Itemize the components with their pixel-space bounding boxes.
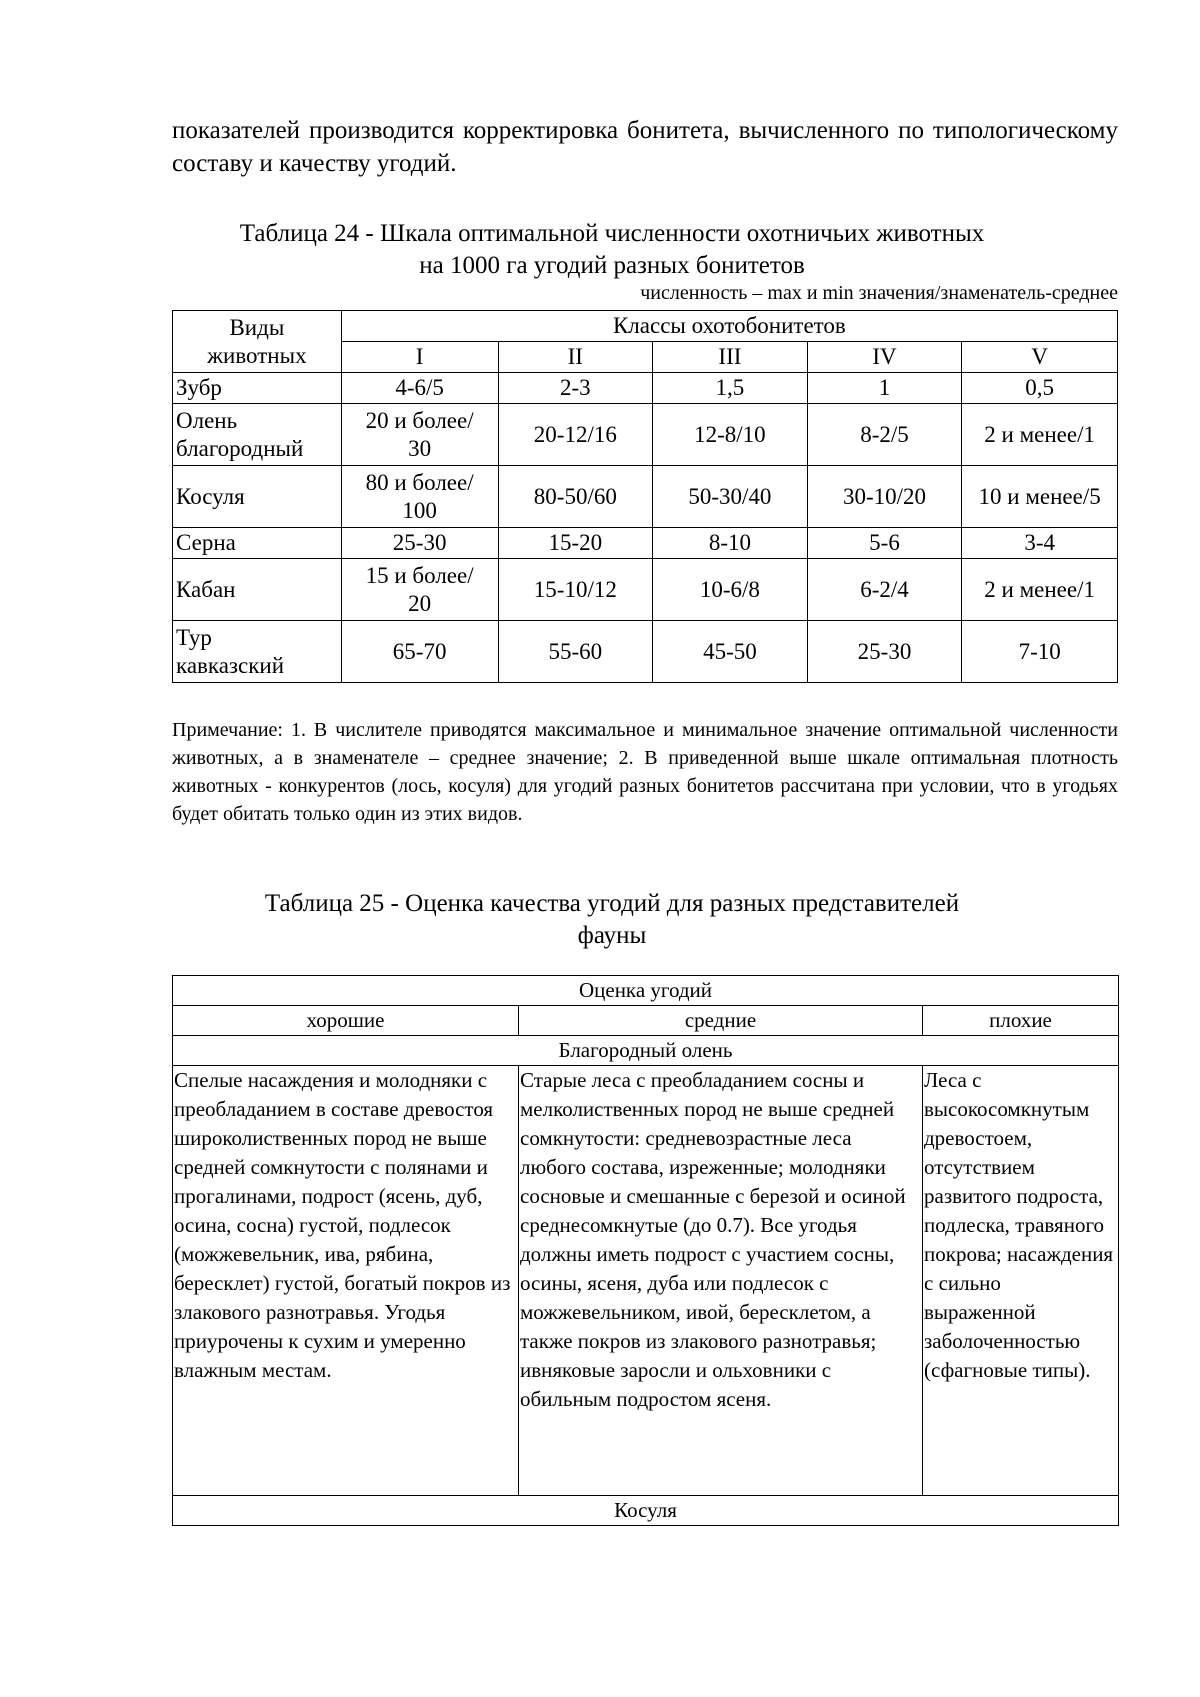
header-classes: Классы охотобонитетов bbox=[341, 311, 1117, 342]
habitat-medium-cell: Старые леса с преобладанием сосны и мелколиственных пород не выше средней сомкнутости: средневозрастные леса любого состава, изреженные; молодняки сосновые и смешанные с березой и осиной среднесомкнутые (до 0.7). Все угодья должны иметь подрост с участием сосны, осины, ясеня, дуба или подлесок с можжевельником, ивой, бересклетом, а также покров из злакового разнотравья; ивняковые заросли и ольховники с обильным подростом ясеня. bbox=[519, 1066, 923, 1496]
section-roe-deer: Косуля bbox=[173, 1496, 1119, 1526]
table25 bbox=[172, 975, 1119, 1526]
value-cell: 12-8/10 bbox=[653, 404, 808, 466]
value-cell: 1 bbox=[807, 373, 962, 404]
value-cell: 20-12/16 bbox=[498, 404, 653, 466]
header-assessment: Оценка угодий bbox=[173, 976, 1119, 1006]
header-class-1: I bbox=[341, 342, 498, 373]
table25-title-line2: фауны bbox=[577, 922, 647, 949]
value-cell: 45-50 bbox=[653, 621, 808, 683]
species-cell: Зубр bbox=[173, 373, 342, 404]
table25-title-line1: Таблица 25 - Оценка качества угодий для разных представителей bbox=[264, 890, 960, 917]
table24-note: Примечание: 1. В числителе приводятся максимальное и минимальное значение оптимальной численности животных, а в знаменателе – среднее значение; 2. В приведенной выше шкале оптимальная плотность животных - конкурентов (лось, косуля) для угодий разных бонитетов рассчитана при условии, что в угодьях будет обитать только один из этих видов. bbox=[172, 719, 1118, 825]
value-cell: 8-2/5 bbox=[807, 404, 962, 466]
header-class-2: II bbox=[498, 342, 653, 373]
table24-title-line2: на 1000 га угодий разных бонитетов bbox=[419, 252, 805, 279]
value-cell: 4-6/5 bbox=[341, 373, 498, 404]
table-row-boar bbox=[173, 559, 1118, 621]
table24-title bbox=[172, 218, 1052, 282]
value-cell: 20 и более/ 30 bbox=[341, 404, 498, 466]
value-cell: 15 и более/ 20 bbox=[341, 559, 498, 621]
value-cell: 65-70 bbox=[341, 621, 498, 683]
table-row-roe-deer bbox=[173, 466, 1118, 528]
table24-units: численность – max и min значения/знаменатель-среднее bbox=[640, 282, 1118, 304]
value-cell: 0,5 bbox=[962, 373, 1118, 404]
value-cell: 25-30 bbox=[341, 528, 498, 559]
table-row-red-deer-habitat bbox=[173, 1066, 1119, 1496]
value-cell: 2 и менее/1 bbox=[962, 404, 1118, 466]
species-cell: Олень благородный bbox=[173, 404, 342, 466]
intro-paragraph: показателей производится корректировка бонитета, вычисленного по типологическому составу и качеству угодий. bbox=[172, 117, 1118, 177]
value-cell: 3-4 bbox=[962, 528, 1118, 559]
table24-title-line1: Таблица 24 - Шкала оптимальной численности охотничьих животных bbox=[239, 220, 985, 247]
habitat-bad-cell: Леса с высокосомкнутым древостоем, отсутствием развитого подроста, подлеска, травяного покрова; насаждения с сильно выраженной заболоченностью (сфагновые типы). bbox=[923, 1066, 1119, 1496]
value-cell: 2-3 bbox=[498, 373, 653, 404]
species-cell: Кабан bbox=[173, 559, 342, 621]
header-class-5: V bbox=[962, 342, 1118, 373]
value-cell: 15-10/12 bbox=[498, 559, 653, 621]
value-cell: 80 и более/ 100 bbox=[341, 466, 498, 528]
value-cell: 6-2/4 bbox=[807, 559, 962, 621]
value-cell: 25-30 bbox=[807, 621, 962, 683]
value-cell: 15-20 bbox=[498, 528, 653, 559]
species-cell: Косуля bbox=[173, 466, 342, 528]
value-cell: 55-60 bbox=[498, 621, 653, 683]
header-class-4: IV bbox=[807, 342, 962, 373]
table-row-bison bbox=[173, 373, 1118, 404]
header-medium: средние bbox=[519, 1006, 923, 1036]
value-cell: 1,5 bbox=[653, 373, 808, 404]
species-cell: Тур кавказский bbox=[173, 621, 342, 683]
value-cell: 10 и менее/5 bbox=[962, 466, 1118, 528]
value-cell: 80-50/60 bbox=[498, 466, 653, 528]
species-cell: Серна bbox=[173, 528, 342, 559]
value-cell: 10-6/8 bbox=[653, 559, 808, 621]
section-red-deer: Благородный олень bbox=[173, 1036, 1119, 1066]
habitat-good-cell: Спелые насаждения и молодняки с преобладанием в составе древостоя широколиственных пород не выше средней сомкнутости с полянами и прогалинами, подрост (ясень, дуб, осина, сосна) густой, подлесок (можжевельник, ива, рябина, бересклет) густой, богатый покров из злакового разнотравья. Угодья приурочены к сухим и умеренно влажным местам. bbox=[173, 1066, 519, 1496]
table24 bbox=[172, 310, 1118, 683]
table-row-caucasian-tur bbox=[173, 621, 1118, 683]
header-species: Виды животных bbox=[173, 311, 342, 373]
value-cell: 50-30/40 bbox=[653, 466, 808, 528]
table-row-chamois bbox=[173, 528, 1118, 559]
table-row-red-deer bbox=[173, 404, 1118, 466]
table25-title bbox=[172, 888, 1052, 952]
value-cell: 30-10/20 bbox=[807, 466, 962, 528]
header-bad: плохие bbox=[923, 1006, 1119, 1036]
value-cell: 8-10 bbox=[653, 528, 808, 559]
value-cell: 2 и менее/1 bbox=[962, 559, 1118, 621]
header-good: хорошие bbox=[173, 1006, 519, 1036]
value-cell: 5-6 bbox=[807, 528, 962, 559]
header-class-3: III bbox=[653, 342, 808, 373]
value-cell: 7-10 bbox=[962, 621, 1118, 683]
